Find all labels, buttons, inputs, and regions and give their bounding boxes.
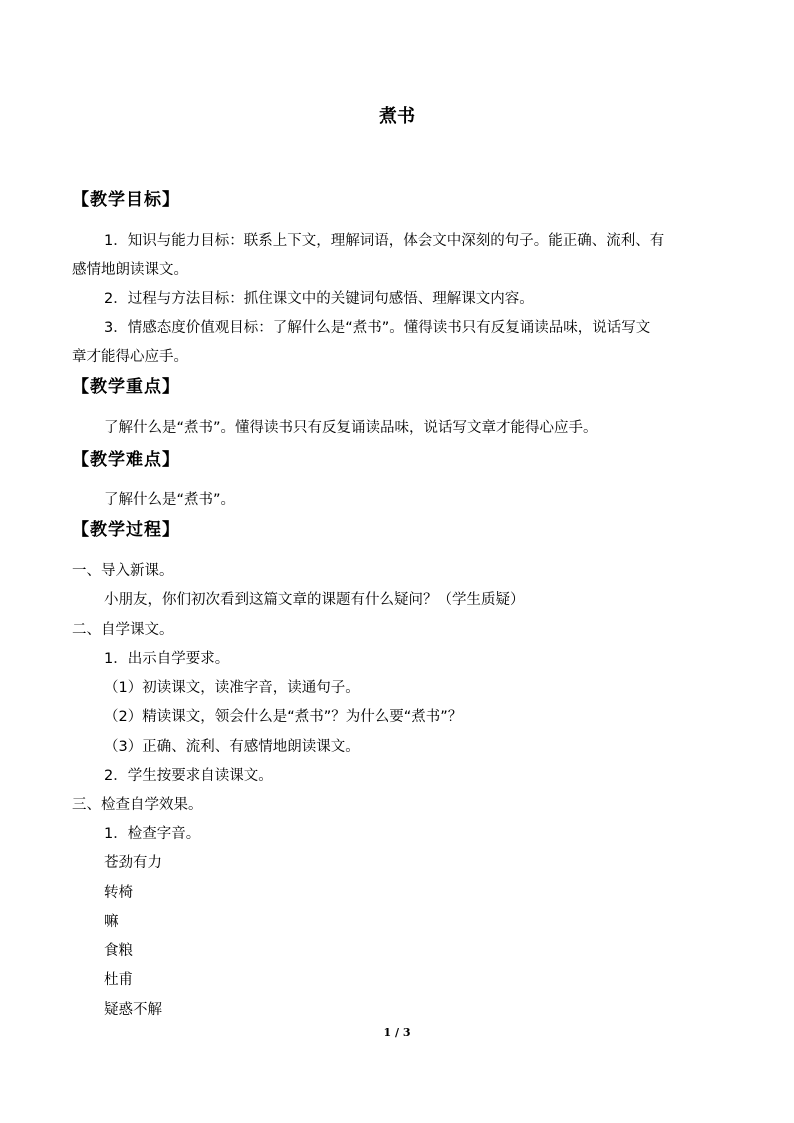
vocabulary-item: 嘛	[104, 914, 119, 930]
process-line: （3）正确、流利、有感情地朗读课文。	[104, 739, 360, 755]
section-heading-objectives: 【教学目标】	[72, 190, 180, 210]
objective-line-3: 3．情感态度价值观目标：了解什么是“煮书”。懂得读书只有反复诵读品味，说话写文	[104, 320, 651, 336]
difficulty-line: 了解什么是“煮书”。	[104, 492, 236, 508]
process-step-1: 一、导入新课。	[72, 563, 174, 579]
process-line: 2．学生按要求自读课文。	[104, 768, 273, 784]
section-heading-difficulties: 【教学难点】	[72, 450, 180, 470]
process-line: 1．检查字音。	[104, 826, 201, 842]
vocabulary-item: 疑惑不解	[104, 1002, 162, 1018]
objective-line-2: 2．过程与方法目标：抓住课文中的关键词句感悟、理解课文内容。	[104, 291, 534, 307]
key-point-line: 了解什么是“煮书”。懂得读书只有反复诵读品味，说话写文章才能得心应手。	[104, 420, 598, 436]
process-line: （2）精读课文，领会什么是“煮书”？为什么要“煮书”？	[104, 709, 463, 725]
vocabulary-item: 食粮	[104, 943, 133, 959]
vocabulary-item: 转椅	[104, 885, 133, 901]
document-title: 煮书	[379, 106, 415, 127]
objective-line-3-cont: 章才能得心应手。	[72, 349, 188, 365]
objective-line-1-cont: 感情地朗读课文。	[72, 262, 188, 278]
process-step-2: 二、自学课文。	[72, 622, 174, 638]
process-line: （1）初读课文，读准字音，读通句子。	[104, 680, 360, 696]
vocabulary-item: 苍劲有力	[104, 855, 162, 871]
objective-line-1: 1．知识与能力目标：联系上下文，理解词语，体会文中深刻的句子。能正确、流利、有	[104, 233, 665, 249]
process-line: 小朋友，你们初次看到这篇文章的课题有什么疑问？（学生质疑）	[104, 592, 525, 608]
process-line: 1．出示自学要求。	[104, 651, 230, 667]
process-step-3: 三、检查自学效果。	[72, 797, 203, 813]
vocabulary-item: 杜甫	[104, 972, 133, 988]
page-number: 1 / 3	[383, 1026, 411, 1039]
section-heading-process: 【教学过程】	[72, 520, 180, 540]
section-heading-key-points: 【教学重点】	[72, 377, 180, 397]
